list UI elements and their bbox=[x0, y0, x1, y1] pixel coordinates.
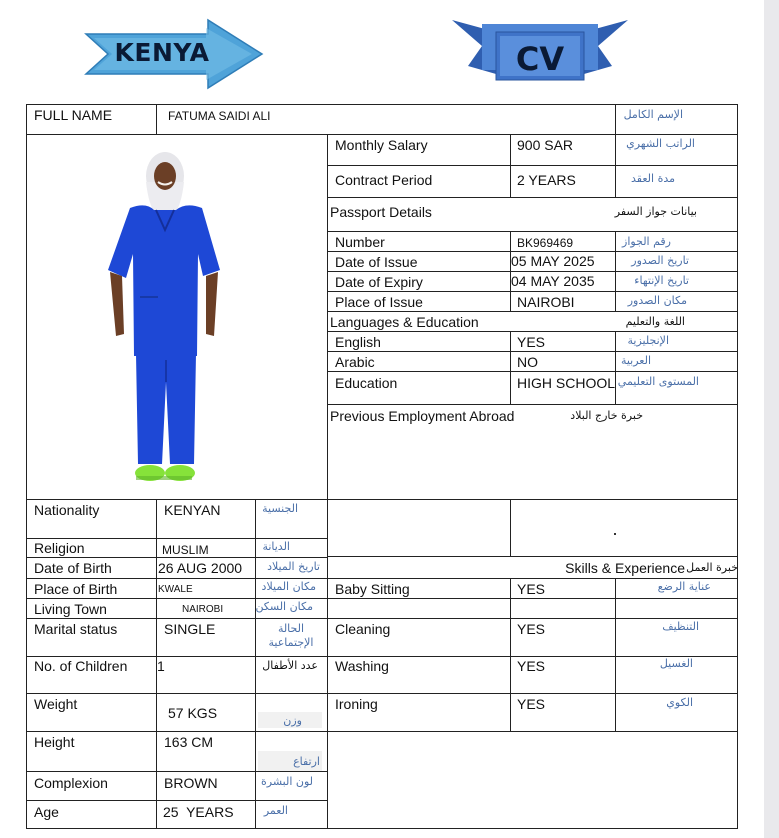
place-of-issue-value: NAIROBI bbox=[517, 294, 575, 310]
doc-type: CV bbox=[515, 40, 565, 78]
languages-title-ar: اللغة والتعليم bbox=[625, 315, 685, 328]
table-border-right bbox=[737, 104, 738, 829]
weight-value: 57 KGS bbox=[168, 705, 218, 721]
religion-label: Religion bbox=[34, 540, 85, 556]
divider bbox=[327, 351, 738, 352]
religion-value: MUSLIM bbox=[162, 543, 209, 557]
table-border-left bbox=[26, 104, 27, 829]
height-label-ar: ارتفاع bbox=[293, 755, 320, 768]
cleaning-value: YES bbox=[517, 621, 546, 637]
divider bbox=[26, 618, 328, 619]
divider bbox=[26, 800, 328, 801]
ironing-label-ar: الكوي bbox=[666, 696, 693, 709]
marital-label: Marital status bbox=[34, 621, 118, 637]
divider bbox=[26, 538, 328, 539]
issue-date-value: 05 MAY 2025 bbox=[511, 253, 595, 269]
cleaning-label-ar: التنظيف bbox=[662, 620, 699, 633]
candidate-photo bbox=[100, 146, 226, 490]
divider bbox=[327, 134, 328, 829]
pob-label: Place of Birth bbox=[34, 581, 118, 597]
expiry-date-label: Date of Expiry bbox=[335, 274, 423, 290]
complexion-label: Complexion bbox=[34, 775, 108, 791]
divider bbox=[26, 598, 328, 599]
living-town-value: NAIROBI bbox=[182, 604, 224, 615]
english-value: YES bbox=[517, 334, 546, 350]
divider bbox=[615, 134, 616, 197]
dob-value: 26 AUG 2000 bbox=[158, 560, 243, 576]
divider bbox=[510, 499, 511, 556]
children-label-ar: عدد الأطفال bbox=[262, 659, 318, 672]
complexion-label-ar: لون البشرة bbox=[261, 775, 313, 788]
divider bbox=[327, 598, 738, 599]
divider bbox=[327, 165, 738, 166]
nationality-value: KENYAN bbox=[164, 502, 221, 518]
salary-label-ar: الراتب الشهري bbox=[626, 137, 695, 150]
living-town-label-ar: مكان السكن bbox=[255, 600, 313, 613]
divider bbox=[327, 556, 738, 557]
baby-sitting-label-ar: عناية الرضع bbox=[657, 580, 711, 593]
divider bbox=[156, 104, 157, 134]
contract-label: Contract Period bbox=[335, 172, 433, 188]
baby-sitting-label: Baby Sitting bbox=[335, 581, 410, 597]
divider bbox=[255, 499, 256, 829]
divider bbox=[26, 693, 328, 694]
arabic-label-ar: العربية bbox=[620, 354, 651, 367]
divider bbox=[327, 271, 738, 272]
children-value: 1 bbox=[157, 658, 165, 674]
marital-label-ar: الحالة الإجتماعية bbox=[268, 622, 314, 649]
divider bbox=[327, 578, 738, 579]
contract-label-ar: مدة العقد bbox=[631, 172, 675, 185]
salary-label: Monthly Salary bbox=[335, 137, 428, 153]
skills-title: Skills & Experience bbox=[565, 560, 685, 576]
expiry-date-label-ar: تاريخ الإنتهاء bbox=[634, 274, 689, 287]
divider bbox=[327, 371, 738, 372]
expiry-date-value: 04 MAY 2035 bbox=[511, 273, 595, 289]
weight-label-ar: وزن bbox=[283, 714, 302, 727]
place-of-issue-label-ar: مكان الصدور bbox=[627, 294, 687, 307]
cv-badge bbox=[452, 18, 628, 88]
passport-title-ar: بيانات جواز السفر bbox=[614, 205, 697, 218]
divider bbox=[26, 771, 328, 772]
page-gutter bbox=[764, 0, 779, 838]
stray-dot bbox=[614, 533, 616, 535]
age-label: Age bbox=[34, 804, 59, 820]
passport-title: Passport Details bbox=[330, 204, 432, 220]
pob-value: KWALE bbox=[158, 584, 193, 595]
divider bbox=[327, 499, 738, 500]
divider bbox=[26, 134, 738, 135]
nationality-label-ar: الجنسية bbox=[262, 502, 298, 515]
dob-label: Date of Birth bbox=[34, 560, 112, 576]
full-name-label-ar: الإسم الكامل bbox=[623, 108, 683, 121]
divider bbox=[327, 251, 738, 252]
complexion-value: BROWN bbox=[164, 775, 218, 791]
person-figure-icon bbox=[100, 146, 226, 490]
divider bbox=[327, 231, 738, 232]
height-label: Height bbox=[34, 734, 75, 750]
english-label: English bbox=[335, 334, 381, 350]
divider bbox=[615, 331, 616, 404]
education-label-ar: المستوى التعليمي bbox=[617, 375, 699, 388]
cleaning-label: Cleaning bbox=[335, 621, 391, 637]
table-border-bottom bbox=[26, 828, 738, 829]
divider bbox=[615, 578, 616, 731]
issue-date-label: Date of Issue bbox=[335, 254, 418, 270]
passport-number-label: Number bbox=[335, 234, 385, 250]
education-value: HIGH SCHOOL bbox=[517, 375, 616, 391]
pob-label-ar: مكان الميلاد bbox=[261, 580, 316, 593]
arabic-label: Arabic bbox=[335, 354, 375, 370]
divider bbox=[615, 231, 616, 311]
divider bbox=[510, 134, 511, 197]
languages-title: Languages & Education bbox=[330, 314, 479, 330]
height-value: 163 CM bbox=[164, 734, 214, 750]
divider bbox=[510, 331, 511, 404]
previous-employment-label-ar: خبرة خارج البلاد bbox=[570, 409, 643, 422]
table-border-top bbox=[26, 104, 738, 105]
baby-sitting-value: YES bbox=[517, 581, 546, 597]
divider bbox=[327, 331, 738, 332]
divider bbox=[327, 404, 738, 405]
divider bbox=[327, 618, 738, 619]
passport-number-label-ar: رقم الجواز bbox=[622, 235, 671, 248]
divider bbox=[26, 731, 328, 732]
divider bbox=[510, 231, 511, 311]
country-name: KENYA bbox=[114, 38, 210, 67]
passport-number-value: BK969469 bbox=[517, 236, 574, 250]
nationality-label: Nationality bbox=[34, 502, 100, 518]
divider bbox=[510, 578, 511, 731]
full-name-value: FATUMA SAIDI ALI bbox=[168, 109, 271, 123]
issue-date-label-ar: تاريخ الصدور bbox=[631, 254, 689, 267]
washing-label-ar: الغسيل bbox=[659, 657, 693, 670]
skills-title-ar: خبرة العمل bbox=[686, 561, 738, 574]
english-label-ar: الإنجليزية bbox=[627, 334, 669, 347]
religion-label-ar: الديانة bbox=[262, 540, 290, 553]
marital-value: SINGLE bbox=[164, 621, 216, 637]
divider bbox=[327, 197, 738, 198]
divider bbox=[327, 311, 738, 312]
full-name-label: FULL NAME bbox=[34, 107, 113, 123]
washing-value: YES bbox=[517, 658, 546, 674]
ironing-label: Ironing bbox=[335, 696, 378, 712]
previous-employment-label: Previous Employment Abroad bbox=[330, 408, 515, 424]
age-value: 25 YEARS bbox=[163, 804, 234, 820]
divider bbox=[327, 693, 738, 694]
arabic-value: NO bbox=[517, 354, 538, 370]
divider bbox=[327, 731, 738, 732]
divider bbox=[327, 291, 738, 292]
weight-label: Weight bbox=[34, 696, 78, 712]
living-town-label: Living Town bbox=[34, 601, 107, 617]
age-label-ar: العمر bbox=[263, 804, 288, 817]
ironing-value: YES bbox=[517, 696, 546, 712]
children-label: No. of Children bbox=[34, 658, 128, 674]
place-of-issue-label: Place of Issue bbox=[335, 294, 423, 310]
contract-value: 2 YEARS bbox=[517, 172, 576, 188]
washing-label: Washing bbox=[335, 658, 389, 674]
education-label: Education bbox=[335, 375, 398, 391]
salary-value: 900 SAR bbox=[517, 137, 574, 153]
divider bbox=[615, 104, 616, 134]
divider bbox=[26, 656, 328, 657]
dob-label-ar: تاريخ الميلاد bbox=[267, 560, 320, 573]
divider bbox=[26, 499, 328, 500]
divider bbox=[26, 578, 328, 579]
country-badge bbox=[84, 18, 264, 90]
